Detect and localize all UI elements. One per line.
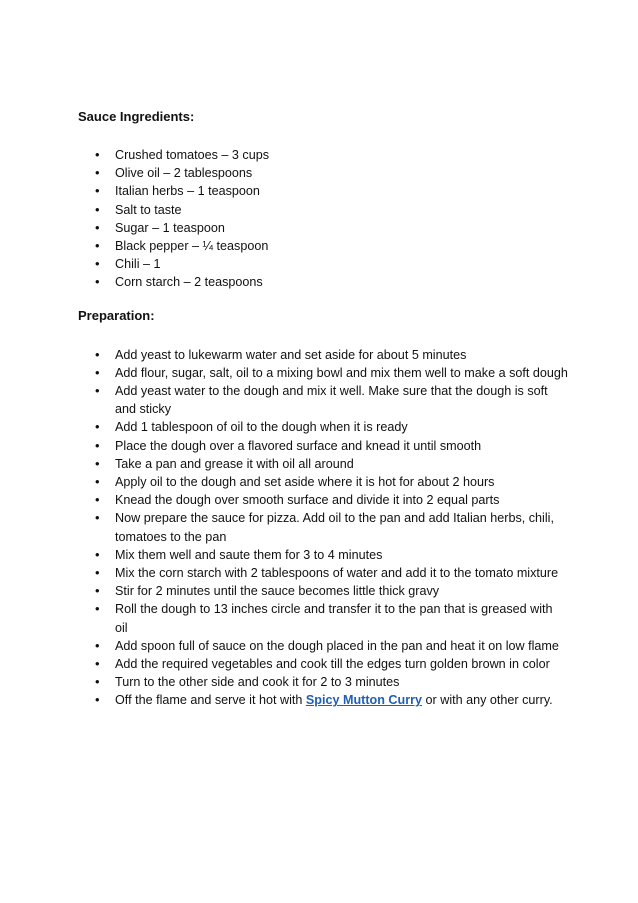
- step-text: Add the required vegetables and cook till the edges turn golden brown in color: [115, 657, 550, 672]
- bullet-icon: •: [95, 474, 100, 490]
- ingredient-text: Sugar – 1 teaspoon: [115, 220, 225, 235]
- ingredient-item: [78, 146, 568, 164]
- ingredient-item: [78, 273, 568, 291]
- preparation-step: [78, 637, 568, 655]
- bullet-icon: •: [95, 364, 100, 380]
- bullet-icon: •: [95, 546, 100, 562]
- bullet-icon: •: [95, 637, 100, 653]
- step-text: Place the dough over a flavored surface and knead it until smooth: [115, 438, 482, 453]
- preparation-step: [78, 600, 568, 636]
- ingredient-text: Black pepper – ¼ teaspoon: [115, 239, 269, 254]
- ingredient-item: [78, 201, 568, 219]
- bullet-icon: •: [95, 165, 100, 181]
- ingredient-item: [78, 237, 568, 255]
- step-text: Add yeast water to the dough and mix it well. Make sure that the dough is soft and sticky: [115, 384, 548, 417]
- step-text: Stir for 2 minutes until the sauce becomes little thick gravy: [115, 584, 440, 599]
- preparation-step: [78, 564, 568, 582]
- ingredient-item: [78, 219, 568, 237]
- ingredient-text: Salt to taste: [115, 202, 182, 217]
- spicy-mutton-curry-link[interactable]: Spicy Mutton Curry: [305, 693, 423, 708]
- step-text: Add 1 tablespoon of oil to the dough when it is ready: [115, 420, 408, 435]
- step-text-after-link: or with any other curry.: [422, 693, 553, 708]
- preparation-step: [78, 491, 568, 509]
- bullet-icon: •: [95, 455, 100, 471]
- bullet-icon: •: [95, 274, 100, 290]
- step-text: Add yeast to lukewarm water and set aside for about 5 minutes: [115, 347, 467, 362]
- step-text: Now prepare the sauce for pizza. Add oil to the pan and add Italian herbs, chili, tomatoes to the pan: [115, 511, 554, 544]
- step-text: Turn to the other side and cook it for 2 to 3 minutes: [115, 675, 400, 690]
- bullet-icon: •: [95, 656, 100, 672]
- ingredient-text: Corn starch – 2 teaspoons: [115, 275, 263, 290]
- preparation-step: [78, 473, 568, 491]
- bullet-icon: •: [95, 183, 100, 199]
- step-text: Mix them well and saute them for 3 to 4 minutes: [115, 547, 383, 562]
- bullet-icon: •: [95, 238, 100, 254]
- step-text: Knead the dough over smooth surface and divide it into 2 equal parts: [115, 493, 500, 508]
- preparation-steps-list: [78, 346, 568, 710]
- step-text: Add flour, sugar, salt, oil to a mixing bowl and mix them well to make a soft dough: [115, 365, 568, 380]
- step-text: Mix the corn starch with 2 tablespoons of water and add it to the tomato mixture: [115, 566, 559, 581]
- sauce-ingredients-list: [78, 146, 568, 292]
- preparation-step: [78, 364, 568, 382]
- bullet-icon: •: [95, 147, 100, 162]
- ingredient-text: Crushed tomatoes – 3 cups: [115, 148, 270, 162]
- bullet-icon: •: [95, 346, 100, 362]
- preparation-step: [78, 346, 568, 364]
- bullet-icon: •: [95, 565, 100, 581]
- preparation-step: [78, 546, 568, 564]
- step-text: Add spoon full of sauce on the dough placed in the pan and heat it on low flame: [115, 638, 559, 653]
- bullet-icon: •: [95, 419, 100, 435]
- bullet-icon: •: [95, 674, 100, 690]
- preparation-step: [78, 673, 568, 691]
- bullet-icon: •: [95, 219, 100, 235]
- preparation-step-final: [78, 691, 568, 709]
- preparation-step: [78, 509, 568, 545]
- preparation-step: [78, 418, 568, 436]
- bullet-icon: •: [95, 692, 100, 708]
- bullet-icon: •: [95, 256, 100, 272]
- ingredient-item: [78, 182, 568, 200]
- step-text: Roll the dough to 13 inches circle and transfer it to the pan that is greased with oil: [115, 602, 553, 635]
- step-text-before-link: Off the flame and serve it hot with: [115, 693, 306, 708]
- step-text: Take a pan and grease it with oil all around: [115, 456, 354, 471]
- preparation-heading: Preparation:: [78, 307, 155, 323]
- ingredient-item: [78, 164, 568, 182]
- step-text: Apply oil to the dough and set aside where it is hot for about 2 hours: [115, 475, 495, 490]
- bullet-icon: •: [95, 383, 100, 399]
- preparation-step: [78, 382, 568, 418]
- preparation-step: [78, 582, 568, 600]
- bullet-icon: •: [95, 510, 100, 526]
- ingredient-text: Italian herbs – 1 teaspoon: [115, 184, 260, 199]
- bullet-icon: •: [95, 492, 100, 508]
- bullet-icon: •: [95, 201, 100, 217]
- sauce-ingredients-heading: Sauce Ingredients:: [78, 109, 195, 124]
- document-content: [78, 108, 568, 710]
- preparation-step: [78, 455, 568, 473]
- ingredient-item: [78, 255, 568, 273]
- ingredient-text: Chili – 1: [115, 257, 161, 272]
- preparation-step: [78, 437, 568, 455]
- bullet-icon: •: [95, 583, 100, 599]
- ingredient-text: Olive oil – 2 tablespoons: [115, 166, 253, 181]
- bullet-icon: •: [95, 437, 100, 453]
- preparation-step: [78, 655, 568, 673]
- bullet-icon: •: [95, 601, 100, 617]
